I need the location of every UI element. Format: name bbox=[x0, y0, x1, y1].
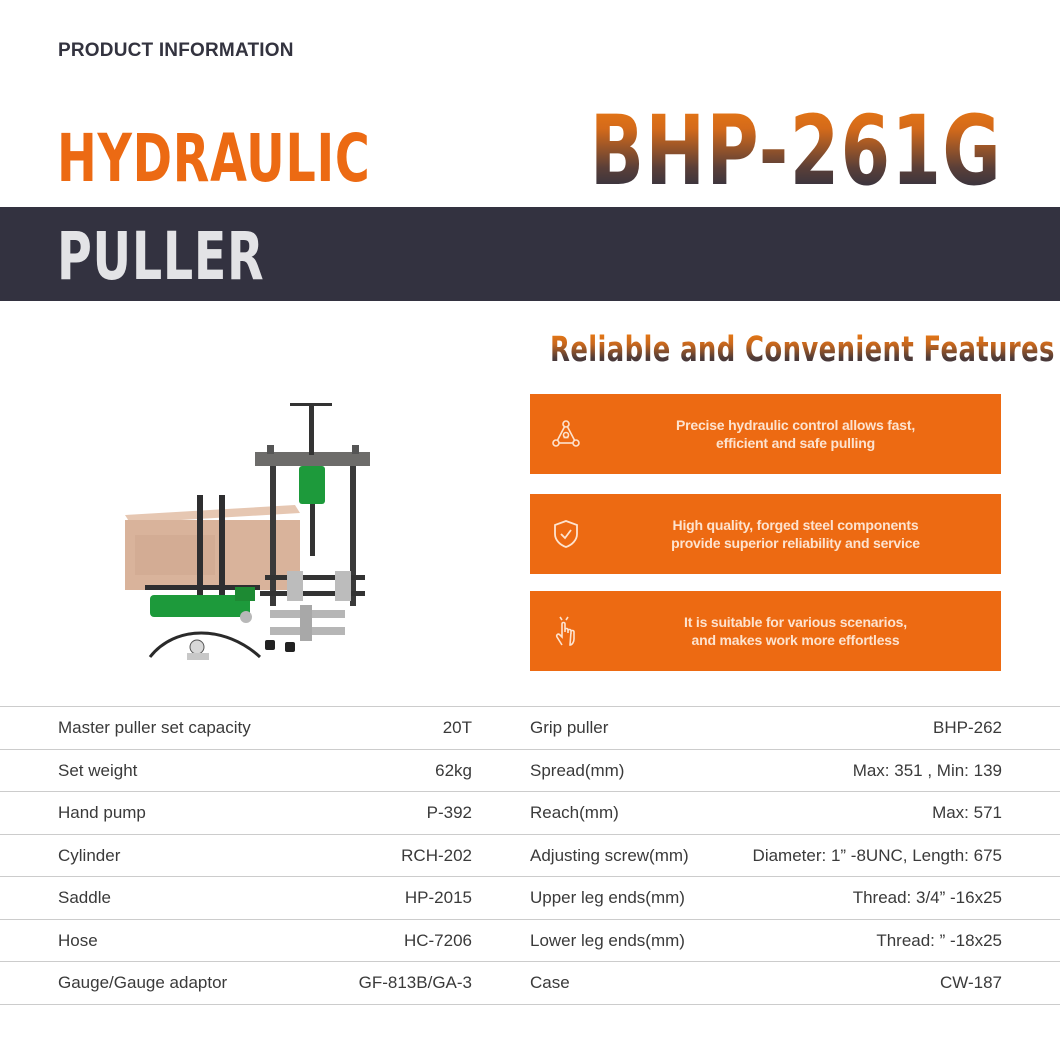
feature-card-hydraulic-control bbox=[530, 394, 1001, 474]
table-row bbox=[0, 877, 1060, 920]
table-row bbox=[0, 707, 1060, 750]
spec-value: GF-813B/GA-3 bbox=[358, 973, 472, 992]
spec-label: Cylinder bbox=[58, 845, 121, 865]
table-row bbox=[0, 750, 1060, 793]
table-row bbox=[0, 835, 1060, 878]
spec-label: Hose bbox=[58, 930, 98, 950]
spec-value: Thread: ” -18x25 bbox=[876, 930, 1002, 950]
spec-label: Spread(mm) bbox=[530, 760, 625, 780]
feature-text: It is suitable for various scenarios, and makes work more effortless bbox=[684, 614, 907, 648]
spec-value: Thread: 3/4” -16x25 bbox=[852, 888, 1002, 907]
spec-value: Diameter: 1” -8UNC, Length: 675 bbox=[752, 845, 1002, 865]
spec-label: Case bbox=[530, 973, 570, 992]
product-image bbox=[115, 395, 380, 675]
features-heading: Reliable and Convenient Features bbox=[550, 330, 1055, 370]
spec-label: Gauge/Gauge adaptor bbox=[58, 973, 228, 992]
title-hydraulic: HYDRAULIC bbox=[57, 120, 371, 197]
spec-value: P-392 bbox=[426, 803, 472, 822]
network-triangle-icon bbox=[550, 418, 582, 450]
title-puller: PULLER bbox=[57, 218, 265, 295]
spec-value: BHP-262 bbox=[933, 718, 1002, 737]
spec-value: HP-2015 bbox=[404, 888, 472, 907]
spec-label: Upper leg ends(mm) bbox=[530, 888, 685, 907]
spec-value: RCH-202 bbox=[401, 845, 472, 865]
specs-table bbox=[0, 706, 1060, 1005]
spec-value: CW-187 bbox=[939, 973, 1002, 992]
feature-card-forged-steel bbox=[530, 494, 1001, 574]
spec-label: Reach(mm) bbox=[530, 803, 619, 822]
spec-value: 20T bbox=[442, 718, 472, 737]
spec-label: Lower leg ends(mm) bbox=[530, 930, 685, 950]
table-row bbox=[0, 920, 1060, 963]
spec-value: Max: 571 bbox=[932, 803, 1002, 822]
feature-text: Precise hydraulic control allows fast, efficient and safe pulling bbox=[675, 417, 916, 451]
shield-check-icon bbox=[550, 518, 582, 550]
hand-tap-icon bbox=[550, 615, 582, 647]
eyebrow-label: PRODUCT INFORMATION bbox=[58, 40, 294, 61]
spec-label: Set weight bbox=[58, 760, 138, 780]
model-number: BHP-261G bbox=[589, 95, 1002, 207]
table-row bbox=[0, 962, 1060, 1005]
spec-label: Saddle bbox=[58, 888, 111, 907]
spec-label: Grip puller bbox=[530, 718, 609, 737]
spec-label: Adjusting screw(mm) bbox=[530, 845, 689, 865]
spec-value: HC-7206 bbox=[403, 930, 472, 950]
feature-text: High quality, forged steel components provide superior reliability and service bbox=[671, 517, 920, 551]
spec-label: Hand pump bbox=[58, 803, 146, 822]
spec-value: Max: 351 , Min: 139 bbox=[852, 760, 1002, 780]
feature-card-versatile bbox=[530, 591, 1001, 671]
spec-value: 62kg bbox=[435, 760, 472, 780]
spec-label: Master puller set capacity bbox=[58, 718, 251, 737]
table-row bbox=[0, 792, 1060, 835]
